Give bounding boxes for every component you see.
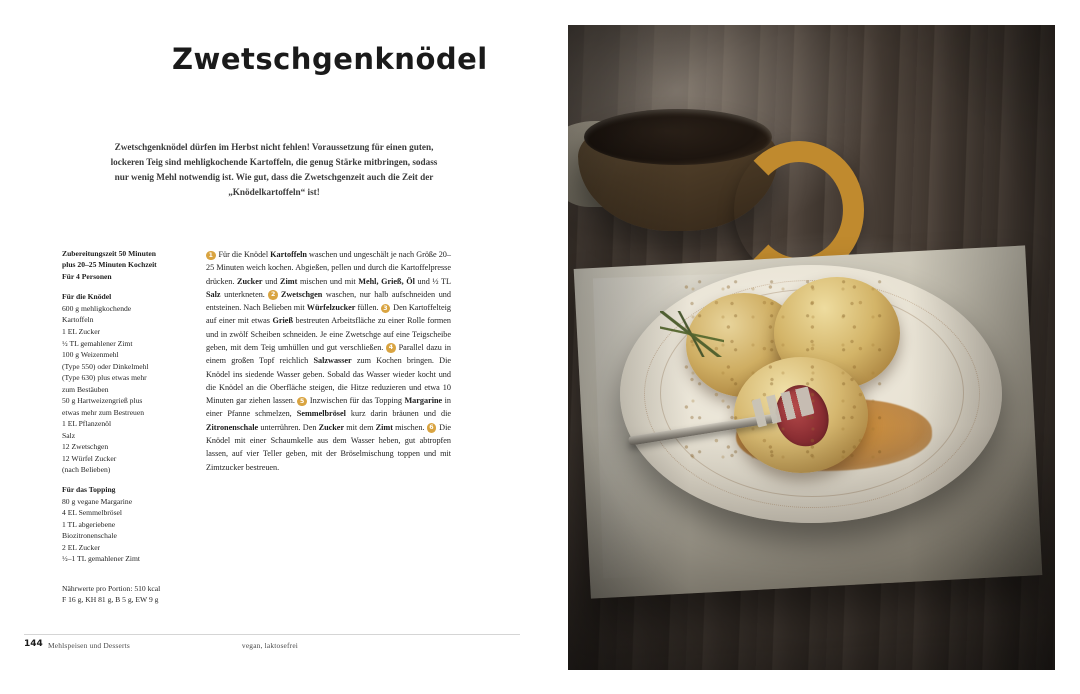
ingredient-item: ½–1 TL gemahlener Zimt [62,554,141,564]
step-text: Den Kartoffelteig auf einer mit etwas Grieß bestreuten Arbeitsfläche zu einer Rolle formen und in zwölf Scheiben schneiden. Je eine Zwetschge auf eine Teigscheibe geben, mit dem Teig umhüllen und gut verschließen. [206,303,451,352]
instructions-column [206,248,451,474]
ingredient-item: 1 EL Pflanzenöl [62,419,112,429]
plum-dumplings-photo [568,25,1055,670]
step-text: Parallel dazu in einem großen Topf reichlich Salzwasser zum Kochen bringen. Die Knödel ins siedende Wasser geben. Sobald das Wasser wieder kocht und die Knödel an die Oberfläche steigen, die Hitze reduzieren und etwa 10 Minuten gar ziehen lassen. [206,342,451,406]
step-number-badge: 2 [268,290,278,300]
prep-time-line-1: Zubereitungszeit 50 Minuten [62,249,156,258]
footer-diet-tags: vegan, laktosefrei [241,641,299,650]
step-number-badge: 6 [427,423,437,433]
ingredient-item: 4 EL Semmelbrösel [62,508,123,518]
ingredient-item: (nach Belieben) [62,465,111,475]
ingredient-item: ½ TL gemahlener Zimt [62,338,133,348]
ingredient-group-heading: Für das Topping [62,484,116,494]
ingredients-column [62,248,182,606]
step-text: Die Knödel mit einer Schaumkelle aus dem Wasser heben, gut abtropfen lassen, auf vier Teller geben, mit der Bröselmischung toppen und mit Zimtzucker bestreuen. [206,422,451,472]
nutrition-line-2: F 16 g, KH 81 g, B 5 g, EW 9 g [62,595,159,605]
ingredient-item: 80 g vegane Margarine [62,496,133,506]
step-number-badge: 3 [381,304,391,314]
ingredient-item: (Type 630) plus etwas mehr [62,373,147,383]
photo-vignette [568,25,1055,670]
step-number-badge: 4 [386,343,396,353]
nutrition-info [62,583,182,606]
ingredient-item: Salz [62,430,76,440]
nutrition-line-1: Nährwerte pro Portion: 510 kcal [62,583,161,593]
step-text: Für die Knödel Kartoffeln waschen und ungeschält je nach Größe 20–25 Minuten weich kochen. Abgießen, pellen und durch die Kartoffelpresse drücken. Zucker und Zimt mischen und mit Mehl, Grieß, Öl und ½ TL Salz unterkneten. [206,250,452,299]
servings: Für 4 Personen [62,271,112,281]
step-number-badge: 5 [297,397,307,407]
ingredient-item: (Type 550) oder Dinkelmehl [62,361,149,371]
step-text: Inzwischen für das Topping Margarine in einer Pfanne schmelzen, Semmelbrösel kurz darin bräunen und die Zitronenschale unterrühren. Den Zucker mit dem Zimt mischen. [206,396,452,432]
ingredient-item: 100 g Weizenmehl [62,350,119,360]
ingredient-item: 1 TL abgeriebene [62,519,116,529]
page-title: Zwetschgenknödel [172,42,488,76]
ingredient-item: 1 EL Zucker [62,327,101,336]
ingredient-item: etwas mehr zum Bestreuen [62,407,145,417]
ingredient-item: 50 g Hartweizengrieß plus [62,396,143,406]
ingredient-item: 12 Zwetschgen [62,442,109,452]
ingredient-item: Kartoffeln [62,315,94,325]
ingredient-item: zum Bestäuben [62,384,109,394]
ingredient-group-heading: Für die Knödel [62,292,112,302]
ingredient-item: Biozitronenschale [62,531,117,541]
page-number: 144 [24,639,43,649]
ingredient-group-topping [62,484,182,565]
step-text: Zwetschgen waschen, nur halb aufschneiden und entsteinen. Nach Belieben mit Würfelzucker füllen. [206,289,451,313]
step-number-badge: 1 [206,251,216,261]
prep-time-line-2: plus 20–25 Minuten Kochzeit [62,260,157,270]
ingredient-group-dumplings [62,291,182,476]
recipe-meta [62,248,182,282]
recipe-intro: Zwetschgenknödel dürfen im Herbst nicht fehlen! Voraussetzung für einen guten, lockeren Teig sind mehligkochende Kartoffeln, die genug Stärke mitbringen, sodass nur wenig Mehl notwendig ist. Wie gut, dass die Zwetschgenzeit auch die Zeit der „Knödelkartoffeln“ ist! [110,142,438,197]
ingredient-item: 12 Würfel Zucker [62,453,117,463]
ingredient-item: 600 g mehligkochende [62,303,132,313]
ingredient-item: 2 EL Zucker [62,542,101,552]
footer-chapter-label: Mehlspeisen und Desserts [48,641,130,650]
footer-divider [24,634,520,635]
